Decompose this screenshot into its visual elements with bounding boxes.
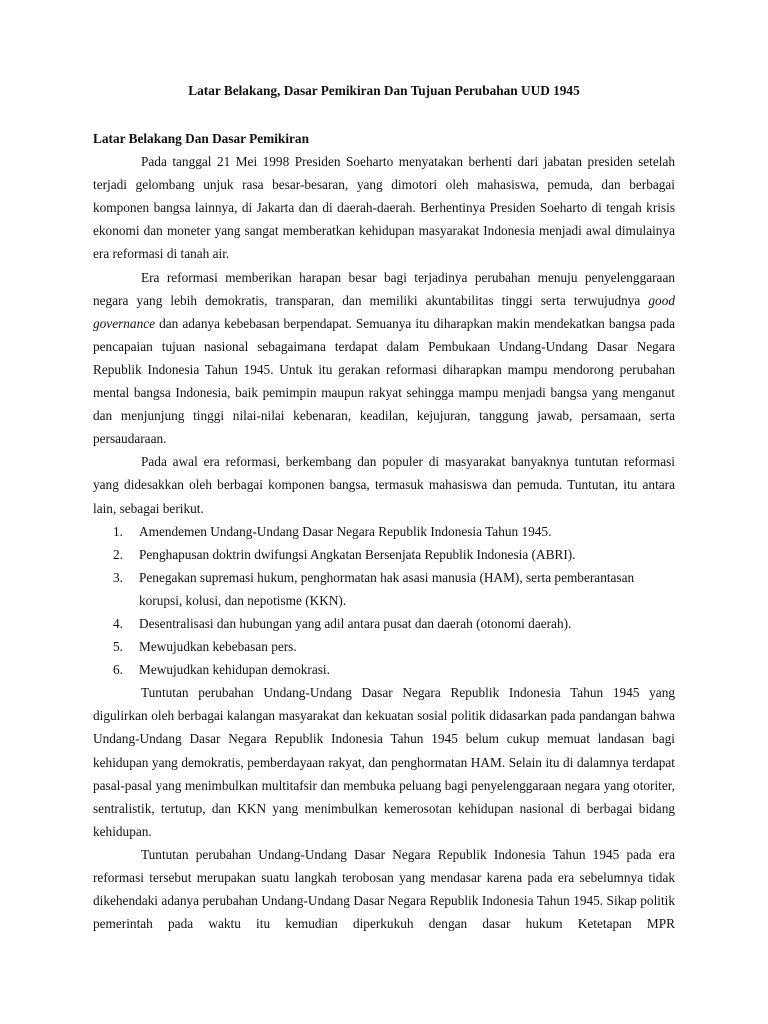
title-spacer — [93, 102, 675, 127]
list-item — [93, 520, 675, 543]
list-item-number: 3. — [113, 569, 123, 585]
paragraph-3: Pada awal era reformasi, berkembang dan populer di masyarakat banyaknya tuntutan reformasi yang didesakkan oleh berbagai komponen bangsa, termasuk mahasiswa dan pemuda. Tuntutan, itu antara lain, sebagai berikut. — [93, 454, 675, 516]
list-item-text: Mewujudkan kebebasan pers. — [139, 639, 297, 655]
list-item-number: 4. — [113, 615, 123, 631]
list-item-text: Mewujudkan kehidupan demokrasi. — [139, 662, 330, 678]
list-item-number: 1. — [113, 523, 123, 539]
paragraph-1: Pada tanggal 21 Mei 1998 Presiden Soeharto menyatakan berhenti dari jabatan presiden setelah terjadi gelombang unjuk rasa besar-besaran, yang dimotori oleh mahasiswa, pemuda, dan berbagai komponen bangsa lainnya, di Jakarta dan di daerah-daerah. Berhentinya Presiden Soeharto di tengah krisis ekonomi dan moneter yang sangat memberatkan kehidupan masyarakat Indonesia menjadi awal dimulainya era reformasi di tanah air. — [93, 154, 675, 262]
list-item-number: 2. — [113, 546, 123, 562]
document-page — [93, 79, 675, 935]
list-item-text: Desentralisasi dan hubungan yang adil antara pusat dan daerah (otonomi daerah). — [139, 615, 572, 631]
paragraph-2-start: Era reformasi memberikan harapan besar bagi terjadinya perubahan menuju penyelenggaraan negara yang lebih demokratis, transparan, dan memiliki akuntabilitas tinggi serta terwujudnya — [93, 269, 675, 308]
demands-list — [93, 520, 675, 682]
list-item-text: Penegakan supremasi hukum, penghormatan hak asasi manusia (HAM), serta pemberantasan korupsi, kolusi, dan nepotisme (KKN). — [139, 569, 635, 608]
list-item — [93, 612, 675, 635]
list-item-number: 5. — [113, 639, 123, 655]
document-title: Latar Belakang, Dasar Pemikiran Dan Tujuan Perubahan UUD 1945 — [188, 83, 580, 98]
list-item-number: 6. — [113, 662, 123, 678]
list-item — [93, 658, 675, 681]
list-item-text: Penghapusan doktrin dwifungsi Angkatan Bersenjata Republik Indonesia (ABRI). — [139, 546, 576, 562]
paragraph-2-italic-term: good governance — [93, 292, 675, 331]
paragraph-2 — [93, 266, 675, 451]
list-item — [93, 566, 675, 612]
list-item-text: Amendemen Undang-Undang Dasar Negara Republik Indonesia Tahun 1945. — [139, 523, 552, 539]
section-heading: Latar Belakang Dan Dasar Pemikiran — [93, 131, 309, 146]
paragraph-2-end: dan adanya kebebasan berpendapat. Semuanya itu diharapkan makin mendekatkan bangsa pada pencapaian tujuan nasional sebagaimana terdapat dalam Pembukaan Undang-Undang Dasar Negara Republik Indonesia Tahun 1945. Untuk itu gerakan reformasi diharapkan mampu mendorong perubahan mental bangsa Indonesia, baik pemimpin maupun rakyat sehingga mampu menjadi bangsa yang menganut dan menjunjung tinggi nilai-nilai kebenaran, keadilan, kejujuran, tanggung jawab, persamaan, serta persaudaraan. — [93, 315, 675, 447]
paragraph-4: Tuntutan perubahan Undang-Undang Dasar Negara Republik Indonesia Tahun 1945 yang digulirkan oleh berbagai kalangan masyarakat dan kekuatan sosial politik didasarkan pada pandangan bahwa Undang-Undang Dasar Negara Republik Indonesia Tahun 1945 belum cukup memuat landasan bagi kehidupan yang demokratis, pemberdayaan rakyat, dan penghormatan HAM. Selain itu di dalamnya terdapat pasal-pasal yang menimbulkan multitafsir dan membuka peluang bagi penyelenggaraan negara yang otoriter, sentralistik, tertutup, dan KKN yang menimbulkan kemerosotan kehidupan nasional di berbagai bidang kehidupan. — [93, 685, 675, 839]
list-item — [93, 635, 675, 658]
list-item — [93, 543, 675, 566]
paragraph-5: Tuntutan perubahan Undang-Undang Dasar Negara Republik Indonesia Tahun 1945 pada era reformasi tersebut merupakan suatu langkah terobosan yang mendasar karena pada era sebelumnya tidak dikehendaki adanya perubahan Undang-Undang Dasar Negara Republik Indonesia Tahun 1945. Sikap politik pemerintah pada waktu itu kemudian diperkukuh dengan dasar hukum Ketetapan MPR — [93, 846, 675, 932]
